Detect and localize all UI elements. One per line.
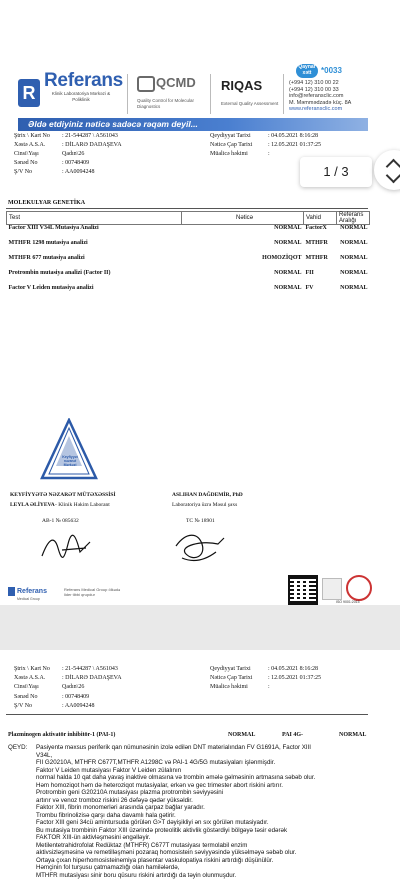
p2-sex-age-value: Qadın\26 [62, 684, 85, 690]
note-line: Protrombin geni G20210A mutasiyası plazma protrombin səviyyəsini [36, 789, 224, 796]
p2-registration-date-value: : 04.05.2021 8:16:28 [268, 666, 319, 672]
cell-result: NORMAL [274, 240, 302, 246]
contact-address: M. Məmmədzadə küç. 8A [289, 99, 352, 106]
note-line: Ortaya çıxan hiperhomosisteinemiya plasentar vaskulopatiya riskini artırdığı düşünülür. [36, 856, 274, 864]
sv-no-label: Ş/V No [14, 169, 33, 175]
p2-row-unit: PAI 4G- [282, 732, 304, 738]
p2-row-test: Plazminogen aktivatör inhibitör-1 (PAI-1) [8, 732, 116, 738]
doctor-label: Müalicə həkimi [210, 151, 248, 157]
cell-result: NORMAL [274, 270, 302, 276]
sv-no-value: : AA0094248 [62, 169, 95, 175]
p2-doctor-label: Müalicə həkimi [210, 684, 248, 690]
stamp-line-3: Mərkəzi [63, 463, 77, 467]
cell-test: MTHFR 1298 mutasiya analizi [8, 240, 88, 246]
section-rule [6, 208, 368, 209]
p2-row-reference: NORMAL [339, 732, 367, 738]
note-line: normal halda 10 qat daha yavaş inaktive olmasına və trombin əmələ gəlməsinin artmasına səbəb olur. [36, 774, 316, 781]
sex-age-value: Qadın\26 [62, 151, 85, 157]
note-line: artırır və venoz tromboz riskini 26 dəfəyə qədər yüksəldir. [36, 796, 193, 804]
qc-specialist-id: AB-1 № 085632 [42, 518, 79, 524]
triangle-stamp-icon [40, 418, 98, 482]
contact-website: www.referansclic.com [289, 106, 343, 112]
note-line: Pasiyentə məxsus periferik qan nümunəsinin izolə edilən DNT materialından FV G1691A, Factor XIII [36, 744, 312, 751]
note-line: Həm homoziqot həm də heteroziqot mutasiyalar, erkən və gec trimester abort riskini artırır. [36, 781, 283, 789]
document-no-label: Sənəd No [14, 160, 38, 166]
p2-barcode-value: : 21-544287 \ A561043 [62, 666, 118, 672]
footer-text: Referans Medical Group ölkədə lider tibbi qrupdur [64, 587, 121, 597]
print-date-label: Nəticə Çap Tarixi [210, 142, 253, 148]
cell-reference: NORMAL [340, 285, 368, 291]
qc-specialist-name: LEYLA ƏLİYEVA [10, 502, 55, 508]
note-line: Factor XIII geni 34cü amintursuda görülən G>T dəyişikliyi ən sıx görülən mutasiyadır. [36, 819, 269, 826]
footer-brand: Referans [17, 588, 47, 595]
contact-block [289, 80, 351, 113]
col-header-unit: Vahid [304, 212, 337, 225]
riqas-logo-text: RIQAS [221, 78, 263, 93]
note-line: Həmçinin fol turşusu çatmamazlığı olan hamilələrdə, [36, 864, 180, 871]
p2-patient-name-label: Xəstə A.S.A. [14, 675, 46, 681]
p2-sv-no-label: Ş/V No [14, 703, 33, 709]
p2-barcode-label: Ştrix \ Kart No [14, 666, 50, 672]
note-line: FAKTOR XIII-ün aktivləşməsini əngəlləyir. [36, 834, 151, 841]
table-row [7, 240, 370, 255]
table-header-row [7, 212, 370, 225]
contact-phone-1: (+994 12) 310 00 22 [289, 80, 339, 86]
header-divider [127, 74, 128, 114]
note-line: Bu mutasiya trombinin Faktor XIII üzərində proteolitik aktivlik göstərdiyi bölgəyə təsir edərək [36, 826, 288, 834]
registration-date-value: : 04.05.2021 8:16:28 [268, 133, 319, 139]
certificate-icon [322, 578, 342, 600]
p2-print-date-value: : 12.05.2021 01:37:25 [268, 675, 322, 681]
col-header-result: Nəticə [182, 212, 304, 225]
p2-row-result: NORMAL [228, 732, 256, 738]
p2-doctor-value: : [268, 684, 270, 690]
col-header-reference: Referans Aralığı [337, 212, 370, 225]
hotline-badge: Qaynar xətt [296, 64, 318, 78]
table-row [7, 225, 370, 241]
barcode-value: : 21-544287 \ A561043 [62, 133, 118, 139]
sex-age-label: Cinsi\Yaşı [14, 151, 39, 157]
note-line: Metilentetrahidrofolat Redüktaz (MTHFR) C677T mutasiyası termolabil enzim [36, 841, 248, 849]
lab-director-name: ASLIHAN DAĞDEMİR, PhD [172, 492, 243, 498]
col-header-test: Test [7, 212, 182, 225]
p2-patient-name-value: : DİLARƏ DADAŞEVA [62, 675, 122, 681]
header-divider [283, 74, 284, 114]
cell-reference: NORMAL [340, 240, 368, 246]
hotline-number: *0033 [321, 66, 342, 75]
qr-code-icon [288, 575, 318, 605]
table-row [7, 255, 370, 270]
cell-test: MTHFR 677 mutasiya analizi [8, 255, 85, 261]
qc-specialist-title: KEYFİYYƏTƏ NƏZARƏT MÜTƏXƏSSİSİ [10, 492, 116, 498]
lab-director-id: TC № 18901 [186, 518, 215, 524]
referans-logo-icon: R [18, 79, 40, 107]
note-line: MTHFR mutasiyası sinir boru qüsuru riskini artırdığı da təyin olunmuşdur. [36, 871, 237, 879]
contact-email: info@referansclic.com [289, 93, 344, 99]
footer-logo-icon [8, 587, 15, 596]
note-line: Faktor V Leiden mutasiyası Faktor V Leiden zülalının [36, 766, 182, 774]
cell-unit: FactorX [305, 225, 327, 231]
signature-right-icon [172, 528, 228, 566]
doctor-value: : [268, 151, 270, 157]
quality-control-stamp [40, 418, 98, 487]
p2-document-no-value: : 00748409 [62, 694, 90, 700]
cell-test: Protrombin mutasiya analizi (Factor II) [8, 270, 111, 276]
cell-result: HOMOZİQOT [262, 255, 302, 261]
cell-test: Factor XIII V34L Mutasiya Analizi [8, 225, 99, 231]
footer-brand-sub: Medical Group [17, 597, 40, 601]
cell-unit: FV [305, 285, 314, 291]
header-divider [210, 74, 211, 114]
iso-label: ISO 9001:2015 [336, 600, 360, 604]
chevron-down-icon [386, 168, 400, 184]
cell-unit: FII [305, 270, 314, 276]
registration-date-label: Qeydiyyat Tarixi [210, 133, 251, 139]
barcode-label: Ştrix \ Kart No [14, 133, 50, 139]
p2-sex-age-label: Cinsi\Yaşı [14, 684, 39, 690]
iso-badge-icon [346, 575, 372, 601]
qcmd-logo-icon [137, 76, 155, 92]
table-row [7, 285, 370, 300]
report-page-2 [0, 650, 400, 888]
qc-specialist-role: - Klinik Həkim Laborant [55, 502, 110, 508]
p2-rule [6, 714, 368, 715]
contact-phone-2: (+994 12) 310 00 33 [289, 86, 339, 93]
brand-subtitle: Klinik Laboratoriya Mərkəzi & Poliklinik [51, 91, 111, 102]
qcmd-subtitle: Quality Control for Molecular Diagnostics [137, 98, 195, 109]
note-line: aktivsizləşməsinə və remetilləşməni pozaraq homosistein səviyyəsində yüksəlməyə səbəb olur. [36, 849, 297, 856]
stamp-text [58, 455, 82, 467]
cell-result: NORMAL [274, 285, 302, 291]
note-body [36, 744, 366, 879]
document-no-value: : 00748409 [62, 160, 90, 166]
p2-document-no-label: Sənəd No [14, 694, 38, 700]
slogan-banner [18, 118, 368, 131]
note-label: QEYD: [8, 744, 28, 751]
note-line: V34L, [36, 751, 53, 759]
cell-result: NORMAL [274, 225, 302, 231]
p2-print-date-label: Nəticə Çap Tarixi [210, 675, 253, 681]
stamp-line-1: Keyfiyyət [62, 455, 78, 459]
results-table [6, 211, 370, 300]
cell-reference: NORMAL [340, 255, 368, 261]
cell-reference: NORMAL [340, 225, 368, 231]
signature-left-icon [38, 530, 98, 564]
slogan-text: Əldə etdiyiniz nəticə sadəcə rəqəm deyil... [28, 119, 198, 129]
stamp-line-2: nəzarət [63, 459, 77, 463]
p2-registration-date-label: Qeydiyyat Tarixi [210, 666, 251, 672]
patient-name-label: Xəstə A.S.A. [14, 142, 46, 148]
cell-unit: MTHFR [305, 240, 328, 246]
lab-director-role: Laboratoriya üzrə Məsul şəxs [172, 502, 238, 508]
cell-test: Factor V Leiden mutasiya analizi [8, 285, 94, 291]
note-line: FII G20210A, MTHFR C677T,MTHFR A1298C və PAİ-1 4G/5G mutasiyaları işlənmişdir. [36, 759, 276, 766]
cell-unit: MTHFR [305, 255, 328, 261]
note-line: Faktor XIII, fibrin monomerləri arasında çarpaz bağlar yaradır. [36, 804, 205, 811]
page-indicator: 1 / 3 [300, 157, 372, 187]
brand-name: Referans [44, 70, 123, 91]
note-line: Trombu fibrinolizisə qarşı daha davamlı hala gətirir. [36, 811, 176, 819]
p2-sv-no-value: : AA0094248 [62, 703, 95, 709]
qcmd-logo-text: QCMD [156, 75, 196, 90]
print-date-value: : 12.05.2021 01:37:25 [268, 142, 322, 148]
patient-name-value: : DİLARƏ DADAŞEVA [62, 142, 122, 148]
cell-reference: NORMAL [340, 270, 368, 276]
section-title: MOLEKULYAR GENETİKA [8, 200, 86, 206]
riqas-subtitle: External Quality Assessment [221, 101, 279, 106]
table-row [7, 270, 370, 285]
